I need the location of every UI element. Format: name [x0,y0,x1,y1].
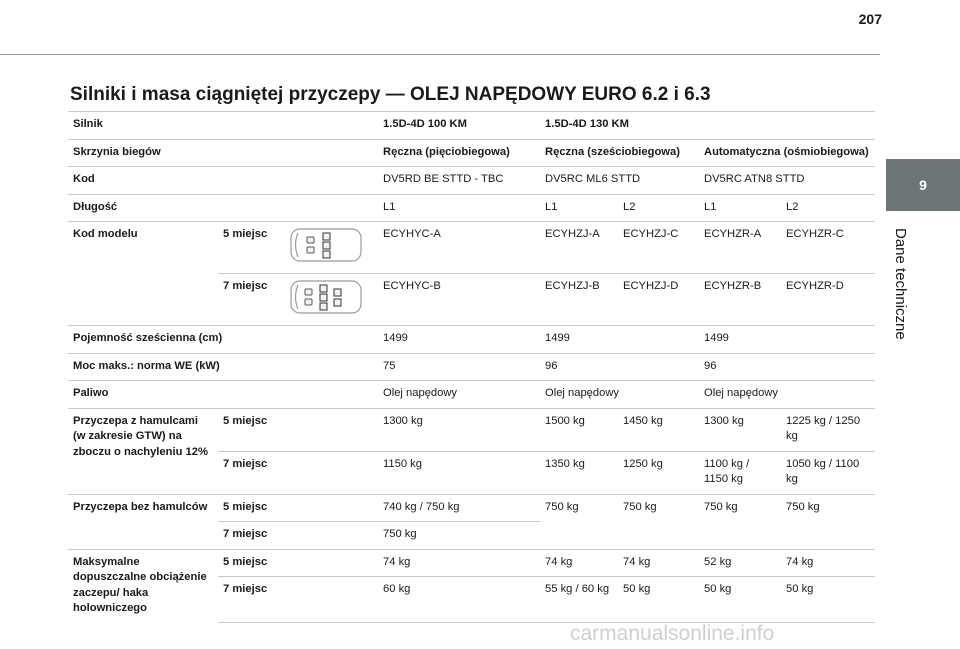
table-cell: 1.5D-4D 130 KM [540,112,875,140]
page-number: 207 [858,11,882,27]
table-row [68,139,875,167]
table-cell: DV5RC ATN8 STTD [699,167,875,195]
table-cell: 74 kg [540,549,618,577]
table-row [68,194,875,222]
table-cell: 60 kg [378,577,540,623]
row-label: Przyczepa z hamulcami (w zakresie GTW) na zboczu o nachyleniu 12% [68,408,218,494]
table-cell: 1500 kg [540,408,618,451]
page-title: Silniki i masa ciągniętej przyczepy — OLEJ NAPĘDOWY EURO 6.2 i 6.3 [70,84,711,105]
table-cell: L2 [618,194,699,222]
row-label: Przyczepa bez hamulców [68,494,218,549]
table-cell: 96 [699,353,875,381]
table-cell: L2 [781,194,875,222]
table-cell: Automatyczna (ośmiobiegowa) [699,139,875,167]
table-cell: 740 kg / 750 kg [378,494,540,522]
row-label: Skrzynia biegów [68,139,378,167]
table-cell: 52 kg [699,549,781,577]
seat-layout-7-icon [288,274,378,326]
sub-label: 5 miejsc [218,494,378,522]
row-label: Pojemność sześcienna (cm) [68,326,378,354]
table-cell: ECYHZJ-C [618,222,699,274]
table-cell: 1499 [699,326,875,354]
table-row [68,222,875,274]
sub-label: 7 miejsc [218,274,288,326]
table-cell: 74 kg [781,549,875,577]
row-label: Kod [68,167,378,195]
watermark: carmanualsonline.info [570,622,775,645]
table-cell: ECYHZJ-D [618,274,699,326]
table-row [68,381,875,409]
table-row [68,408,875,451]
sub-label: 5 miejsc [218,222,288,274]
table-row [68,112,875,140]
table-cell: 1350 kg [540,451,618,494]
spec-table [68,111,875,623]
table-cell: ECYHYC-A [378,222,540,274]
table-cell: Olej napędowy [378,381,540,409]
row-label: Paliwo [68,381,378,409]
table-cell: 1225 kg / 1250 kg [781,408,875,451]
seat-layout-5-icon [288,222,378,274]
table-cell: ECYHZJ-A [540,222,618,274]
table-cell: ECYHYC-B [378,274,540,326]
table-row [68,353,875,381]
table-cell: 74 kg [618,549,699,577]
table-cell: 750 kg [781,494,875,549]
sub-label: 7 miejsc [218,451,378,494]
table-cell: Ręczna (sześciobiegowa) [540,139,699,167]
row-label: Kod modelu [68,222,218,326]
table-row [68,326,875,354]
table-cell: 74 kg [378,549,540,577]
chapter-label: Dane techniczne [892,228,909,340]
table-cell: 1050 kg / 1100 kg [781,451,875,494]
table-cell: 50 kg [699,577,781,623]
sub-label: 5 miejsc [218,408,378,451]
table-cell: ECYHZJ-B [540,274,618,326]
table-cell: 750 kg [378,522,540,550]
table-row [68,167,875,195]
table-cell: L1 [378,194,540,222]
table-cell: ECYHZR-C [781,222,875,274]
table-cell: 1499 [378,326,540,354]
table-cell: 1450 kg [618,408,699,451]
table-cell: DV5RD BE STTD - TBC [378,167,540,195]
table-row [68,494,875,522]
table-row [68,549,875,577]
table-cell: 1.5D-4D 100 KM [378,112,540,140]
sub-label: 5 miejsc [218,549,378,577]
sub-label: 7 miejsc [218,577,378,623]
table-cell: 1300 kg [699,408,781,451]
table-cell: 50 kg [781,577,875,623]
table-cell: 96 [540,353,699,381]
table-cell: DV5RC ML6 STTD [540,167,699,195]
table-cell: 1100 kg / 1150 kg [699,451,781,494]
table-cell: Ręczna (pięciobiegowa) [378,139,540,167]
table-cell: 1499 [540,326,699,354]
table-cell: 750 kg [699,494,781,549]
table-cell: 750 kg [618,494,699,549]
table-cell: 50 kg [618,577,699,623]
top-rule [0,54,880,55]
table-cell: ECYHZR-D [781,274,875,326]
row-label: Maksymalne dopuszczalne obciążenie zaczepu/ haka holowniczego [68,549,218,623]
table-cell: Olej napędowy [699,381,875,409]
table-cell: ECYHZR-A [699,222,781,274]
table-cell: 1150 kg [378,451,540,494]
row-label: Silnik [68,112,378,140]
chapter-tab[interactable]: 9 [886,159,960,211]
table-cell: 75 [378,353,540,381]
row-label: Długość [68,194,378,222]
table-cell: 1300 kg [378,408,540,451]
table-cell: L1 [699,194,781,222]
table-cell: L1 [540,194,618,222]
table-cell: 750 kg [540,494,618,549]
table-cell: 55 kg / 60 kg [540,577,618,623]
table-cell: 1250 kg [618,451,699,494]
table-cell: ECYHZR-B [699,274,781,326]
row-label: Moc maks.: norma WE (kW) [68,353,378,381]
sub-label: 7 miejsc [218,522,378,550]
table-cell: Olej napędowy [540,381,699,409]
